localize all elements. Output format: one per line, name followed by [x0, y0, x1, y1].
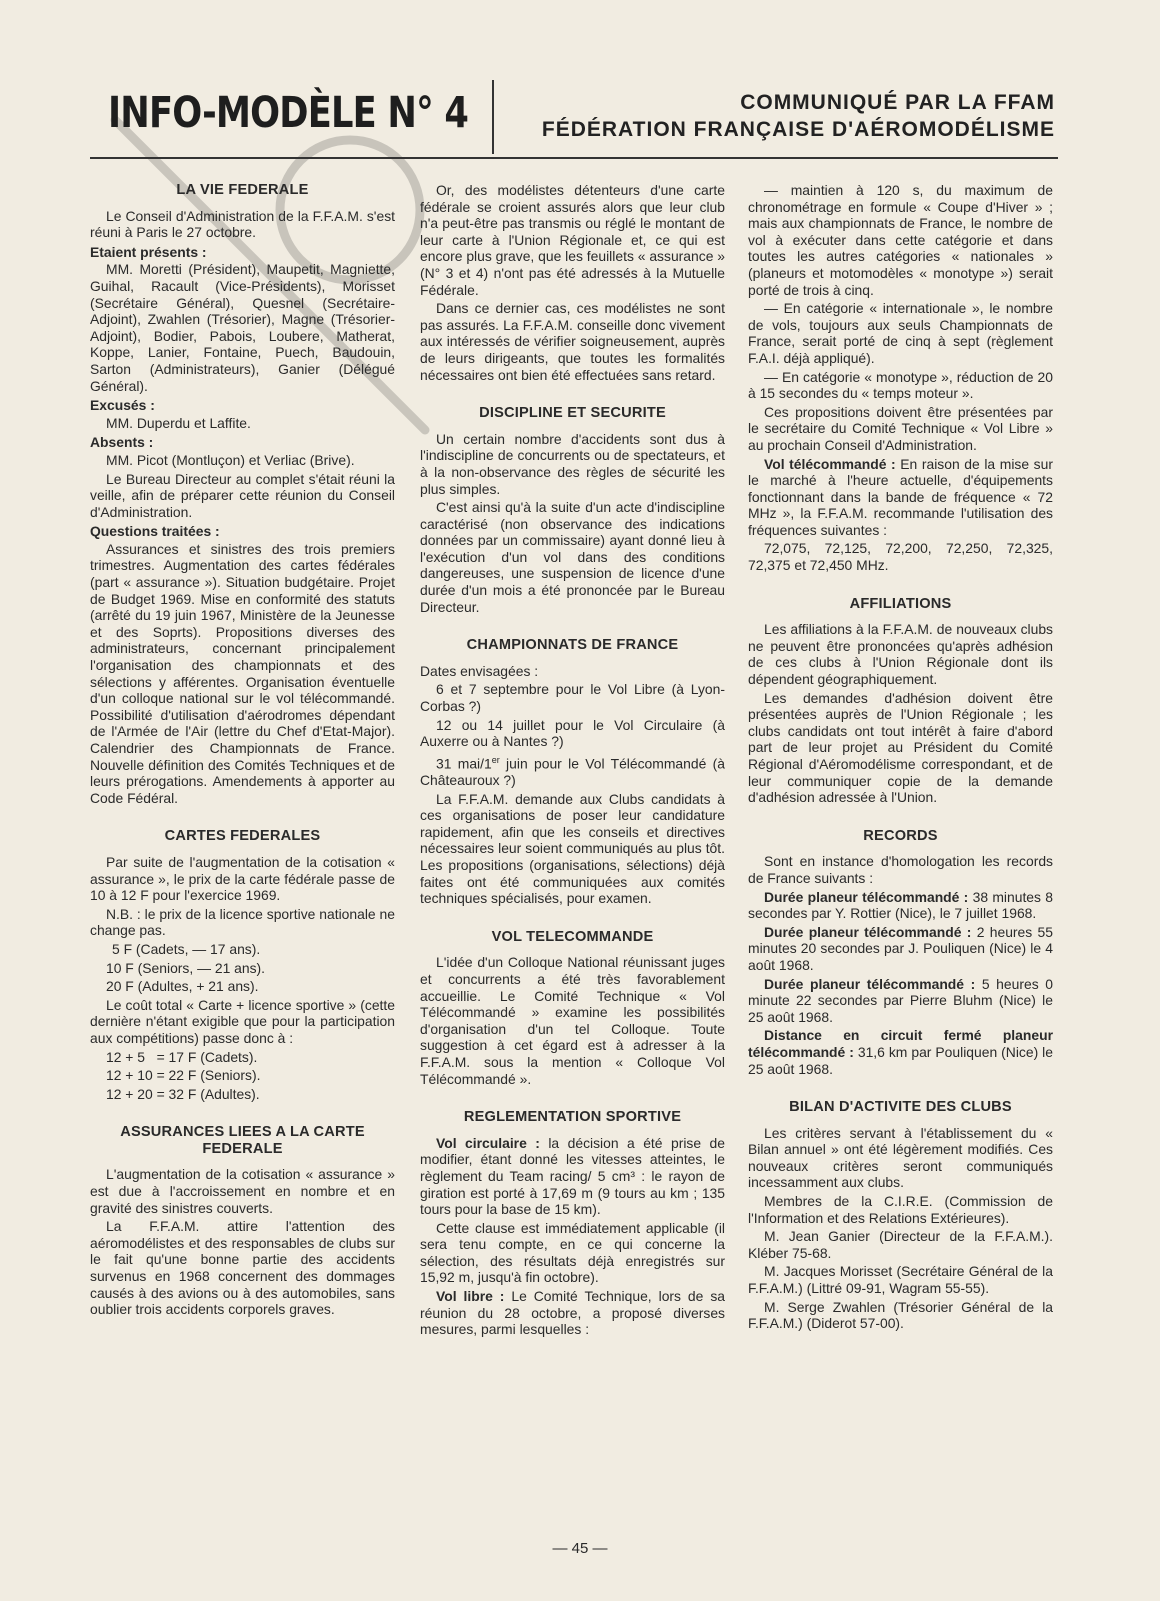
paragraph: L'idée d'un Colloque National réunissant juges et concurrents a été très favorablement accueillie. Le Comité Technique « Vol Télécommandé » examine les possibilités d'organisation d'un tel Colloque. Toute suggestion à cet égard est à adresser à la F.F.A.M. sous la mention « Colloque Vol Télécommandé ». — [420, 954, 725, 1087]
sum-line: 12 + 10 = 22 F (Seniors). — [106, 1067, 261, 1084]
run-in-label: Vol télécommandé : — [764, 455, 896, 472]
record-text: 5 heures 0 minute 22 secondes par Pierre Bluhm (Nice) le 25 août 1968. — [748, 975, 1053, 1025]
heading-assurances: ASSURANCES LIEES A LA CARTE FEDERALE — [120, 1124, 365, 1157]
paragraph: Le Conseil d'Administration de la F.F.A.M. s'est réuni à Paris le 27 octobre. — [90, 207, 395, 241]
record-label: Durée planeur télécommandé : — [764, 888, 969, 905]
superscript: er — [491, 754, 500, 765]
paragraph: Le Bureau Directeur au complet s'était réuni la veille, afin de préparer cette réunion du Conseil d'Administration. — [90, 470, 395, 520]
record-label: Distance en circuit fermé planeur télécommandé : — [748, 1027, 1053, 1060]
heading-discipline: DISCIPLINE ET SECURITE — [479, 405, 666, 422]
run-in-text: Le Comité Technique, lors de sa réunion du 28 octobre, a proposé diverses mesures, parmi lesquelles : — [420, 1288, 725, 1338]
paragraph: Le coût total « Carte + licence sportive » (cette dernière n'étant exigible que pour la participation aux compétitions) passe donc à : — [90, 996, 395, 1046]
record-text: 31,6 km par Pouliquen (Nice) le 25 août 1968. — [748, 1043, 1053, 1077]
heading-reglementation: REGLEMENTATION SPORTIVE — [463, 1109, 682, 1126]
heading-affiliations: AFFILIATIONS — [849, 595, 952, 612]
record-text: 38 minutes 8 secondes par Y. Rottier (Nice), le 7 juillet 1968. — [748, 888, 1053, 922]
heading-vol-telecommande: VOL TELECOMMANDE — [491, 928, 654, 945]
subheading-absents: Absents : — [90, 434, 154, 451]
record-entry — [748, 889, 1053, 922]
paragraph: La F.F.A.M. attire l'attention des aéromodélistes et des responsables de clubs sur le fait qu'une bonne partie des accidents survenus en 1968 concernent des dommages causés à des avions ou à des automobiles, sans oublier trois accidents corporels graves. — [90, 1218, 395, 1318]
publisher-line-2: FÉDÉRATION FRANÇAISE D'AÉROMODÉLISME — [541, 118, 1055, 141]
heading-cartes-federales: CARTES FEDERALES — [164, 828, 321, 845]
paragraph: Les demandes d'adhésion doivent être présentées auprès de l'Union Régionale ; les clubs candidats ont tout intérêt à faire d'abord part de leur projet au Président du Comité Régional d'Aéromodélisme correspondant, et de leur communiquer copie de la demande d'adhésion adressée à l'Union. — [748, 689, 1053, 806]
paragraph: Les affiliations à la F.F.A.M. de nouveaux clubs ne peuvent être prononcées qu'après adhésion de ces clubs à l'Union Régionale dont ils dépendent géographiquement. — [748, 621, 1053, 688]
paragraph: — En catégorie « internationale », le nombre de vols, toujours aux seuls Championnats de France, serait porté de cinq à sept (règlement F.A.I. déjà appliqué). — [748, 300, 1053, 366]
publisher-acronym: FFAM — [993, 91, 1055, 114]
publisher-line-1 — [542, 89, 1055, 116]
paragraph: Par suite de l'augmentation de la cotisation « assurance », le prix de la carte fédérale passe de 10 à 12 F pour l'exercice 1969. — [90, 853, 395, 904]
paragraph: L'augmentation de la cotisation « assurance » est due à l'accroissement en nombre et en gravité des sinistres couverts. — [90, 1166, 395, 1216]
record-label: Durée planeur télécommandé : — [764, 975, 976, 992]
record-entry — [748, 976, 1053, 1026]
paragraph: Assurances et sinistres des trois premiers trimestres. Augmentation des cartes fédérales (part « assurance »). Situation budgétaire. Projet de Budget 1969. Mise en conformité des statuts (arrêté du 19 juin 1967, Ministère de la Jeunesse et des Soprts). Propositions diverses des administrateurs, concernant principalement l'organisation des championnats et des sélections y afférentes. Organisation éventuelle d'un colloque national sur le vol télécommandé. Possibilité d'utilisation d'aérodromes dépendant de l'Armée de l'Air (lettre du Chef d'Etat-Major). Calendrier des Championnats de France. Nouvelle définition des Comités Techniques et de leurs prérogations. Amendements à apporter au Code Fédéral. — [90, 540, 395, 806]
fee-line: 5 F (Cadets, — 17 ans). — [112, 940, 261, 957]
paragraph: Dans ce dernier cas, ces modélistes ne sont pas assurés. La F.F.A.M. conseille donc vivement aux intéressés de vérifier soigneusement, auprès de leurs dirigeants, que toutes les formalités nécessaires ont bien été effectuées sans retard. — [420, 300, 725, 383]
heading-vie-federale: LA VIE FEDERALE — [176, 182, 309, 198]
subheading-excuses: Excusés : — [90, 397, 155, 414]
fee-line: 10 F (Seniors, — 21 ans). — [106, 959, 266, 976]
run-in-text: En raison de la mise sur le marché à l'heure actuelle, d'équipements fonctionnant dans la bande de fréquence « 72 MHz », la F.F.A.M. recommande l'utilisation des fréquences suivantes : — [748, 455, 1053, 538]
page-title: INFO-MODÈLE N° 4 — [108, 88, 469, 138]
paragraph: La F.F.A.M. demande aux Clubs candidats à ces organisations de poser leur candidature rapidement, afin que les conseils et directives nécessaires leur soient communiqués au plus tôt. Les propositions (organisations, sélections) déjà faites ont été communiquées aux comités techniques spécialisés, pour examen. — [420, 790, 725, 907]
run-in-label: Vol libre : — [436, 1288, 505, 1305]
paragraph: MM. Moretti (Président), Maupetit, Magniette, Guihal, Racault (Vice-Présidents), Morisset (Secrétaire Général), Quesnel (Secrétaire-Adjoint), Zwahlen (Trésorier), Magne (Trésorier-Adjoint), Bodier, Pabois, Loubere, Matherat, Koppe, Lanier, Fontaine, Puech, Baudouin, Sarton (Administrateurs), Ganier (Délégué Général). — [90, 261, 395, 394]
paragraph: Cette clause est immédiatement applicable (il sera tenu compte, en ce qui concerne la sélection, des résultats déjà enregistrés sur 15,92 m, jusqu'à fin octobre). — [420, 1219, 725, 1286]
subheading-presents: Etaient présents : — [90, 243, 207, 260]
paragraph: Or, des modélistes détenteurs d'une carte fédérale se croient assurés alors que leur club n'a peut-être pas transmis ou réglé le montant de leur carte à l'Union Régionale et, ce qui est encore plus grave, que les feuillets « assurance » (N° 3 et 4) n'ont pas été adressés à la Mutuelle Fédérale. — [420, 182, 726, 298]
paragraph: MM. Picot (Montluçon) et Verliac (Brive). — [106, 451, 355, 468]
paragraph: Ces propositions doivent être présentées par le secrétaire du Comité Technique « Vol Libre » au prochain Conseil d'Administration. — [748, 403, 1053, 453]
page-number: — 45 — — [552, 1540, 608, 1557]
paragraph: M. Jacques Morisset (Secrétaire Général de la F.F.A.M.) (Littré 09-91, Wagram 55-55). — [748, 1263, 1053, 1297]
paragraph — [420, 752, 725, 789]
heading-championnats: CHAMPIONNATS DE FRANCE — [466, 637, 679, 654]
paragraph: 6 et 7 septembre pour le Vol Libre (à Lyon-Corbas ?) — [420, 681, 725, 715]
fee-line: 20 F (Adultes, + 21 ans). — [106, 978, 259, 995]
paragraph: 72,075, 72,125, 72,200, 72,250, 72,325, 72,375 et 72,450 MHz. — [748, 540, 1053, 574]
paragraph: Les critères servant à l'établissement du « Bilan annuel » ont été légèrement modifiés. Ces nouveaux critères seront communiqués incessamment aux clubs. — [748, 1124, 1053, 1191]
paragraph: — maintien à 120 s, du maximum de chronométrage en formule « Coupe d'Hiver » ; mais aux championnats de France, le nombre de vol à exécuter dans cette catégorie et dans toutes les autres catégories « nationales » (planeurs et motomodèles « monotype ») serait porté de trois à cinq. — [748, 182, 1053, 298]
sum-line: 12 + 5 = 17 F (Cadets). — [106, 1048, 258, 1065]
date-text: 31 mai/1 — [436, 755, 492, 772]
paragraph: Membres de la C.I.R.E. (Commission de l'Information et des Relations Extérieures). — [748, 1193, 1053, 1226]
paragraph — [420, 1135, 725, 1218]
page-header — [90, 78, 1055, 158]
column-1 — [90, 182, 395, 1320]
run-in-text: la décision a été prise de modifier, étant donné les vitesses atteintes, le règlement du Team racing/ 5 cm³ : le rayon de giration est porté à 17,69 m (9 tours au km ; 135 tours pour la base de 15 km). — [420, 1134, 725, 1218]
record-entry — [748, 1027, 1053, 1077]
heading-bilan: BILAN D'ACTIVITE DES CLUBS — [789, 1099, 1012, 1116]
record-label: Durée planeur télécommandé : — [764, 923, 972, 940]
paragraph: 12 ou 14 juillet pour le Vol Circulaire (à Auxerre ou à Nantes ?) — [420, 716, 725, 750]
paragraph: — En catégorie « monotype », réduction de 20 à 15 secondes du « temps moteur ». — [748, 368, 1053, 402]
record-text: 2 heures 55 minutes 20 secondes par J. Pouliquen (Nice) le 4 août 1968. — [748, 923, 1053, 973]
paragraph: MM. Duperdu et Laffite. — [106, 414, 251, 431]
column-3 — [748, 182, 1053, 1334]
record-entry — [748, 924, 1053, 974]
paragraph: M. Serge Zwahlen (Trésorier Général de la F.F.A.M.) (Diderot 57-00). — [748, 1298, 1053, 1332]
paragraph: N.B. : le prix de la licence sportive nationale ne change pas. — [90, 905, 395, 939]
heading-records: RECORDS — [863, 827, 938, 844]
header-rule — [90, 157, 1058, 159]
paragraph: Sont en instance d'homologation les records de France suivants : — [748, 853, 1053, 886]
run-in-label: Vol circulaire : — [436, 1134, 540, 1151]
sum-line: 12 + 20 = 32 F (Adultes). — [106, 1085, 260, 1102]
header-publisher — [542, 89, 1055, 143]
header-divider — [492, 80, 494, 154]
paragraph — [748, 456, 1053, 539]
column-2 — [420, 182, 725, 1340]
paragraph: Un certain nombre d'accidents sont dus à l'indiscipline de concurrents ou de spectateurs, et à la non-observance des règles de sécurité les plus simples. — [420, 430, 725, 497]
date-text: juin pour le Vol Télécommandé (à Châteauroux ?) — [420, 755, 725, 789]
paragraph: Dates envisagées : — [420, 662, 539, 679]
paragraph — [420, 1288, 725, 1338]
subheading-questions: Questions traitées : — [90, 523, 220, 540]
publisher-prefix: COMMUNIQUÉ PAR LA — [740, 91, 994, 114]
paragraph: M. Jean Ganier (Directeur de la F.F.A.M.). Kléber 75-68. — [748, 1228, 1053, 1261]
paragraph: C'est ainsi qu'à la suite d'un acte d'indiscipline caractérisé (non observance des indications données par un commissaire) ayant donné lieu à l'exécution d'un vol dans des conditions dangereuses, une suspension de licence d'une durée d'un mois a été prononcée par le Bureau Directeur. — [420, 499, 725, 615]
